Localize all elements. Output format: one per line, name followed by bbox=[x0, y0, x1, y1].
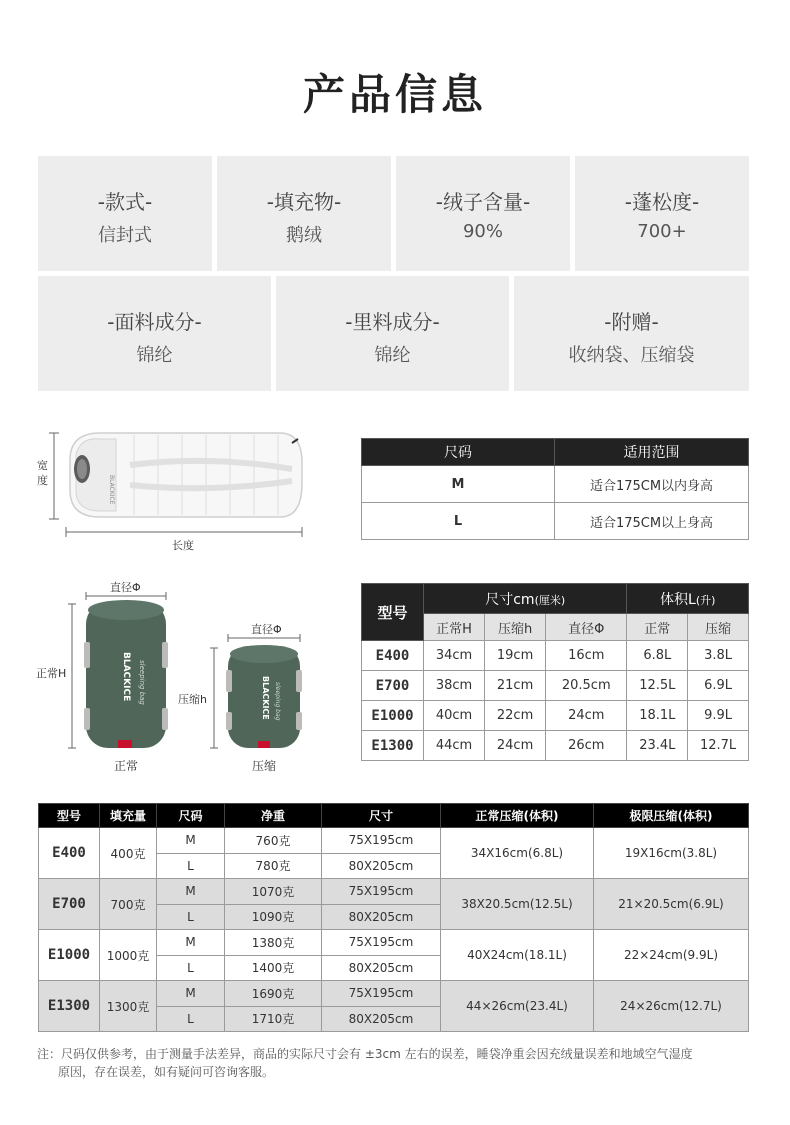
dimension-cell: 80X205cm bbox=[322, 904, 441, 930]
size-cell: L bbox=[157, 904, 225, 930]
fill-cell: 400克 bbox=[100, 828, 157, 879]
volume-header bbox=[627, 584, 749, 614]
info-value: 90% bbox=[462, 221, 503, 242]
value-cell: 16cm bbox=[546, 641, 627, 671]
range-cell: 适合175CM以内身高 bbox=[555, 466, 749, 503]
model-cell: E700 bbox=[362, 671, 424, 701]
sack-script: sleeping bag bbox=[138, 660, 146, 705]
bag-brand: BLACKICE bbox=[108, 475, 115, 505]
value-cell: 23.4L bbox=[627, 731, 688, 761]
dimension-cell: 75X195cm bbox=[322, 981, 441, 1007]
fill-cell: 1300克 bbox=[100, 981, 157, 1032]
size-header-unit: (厘米) bbox=[534, 593, 566, 607]
table-row bbox=[362, 466, 749, 503]
info-label: -面料成分- bbox=[107, 310, 202, 334]
info-value: 锦纶 bbox=[374, 345, 411, 366]
value-cell: 20.5cm bbox=[546, 671, 627, 701]
table-row bbox=[39, 981, 749, 1007]
sub-header-compressed-h: 压缩h bbox=[485, 614, 546, 641]
compressed-caption: 压缩 bbox=[252, 759, 277, 773]
length-label: 长度 bbox=[172, 539, 194, 552]
dimension-cell: 80X205cm bbox=[322, 853, 441, 879]
table-row bbox=[362, 503, 749, 540]
info-fill-power bbox=[575, 156, 749, 271]
size-cell: M bbox=[362, 466, 555, 503]
size-header bbox=[424, 584, 627, 614]
header-extreme-compression: 极限压缩(体积) bbox=[594, 804, 749, 828]
header-dimensions: 尺寸 bbox=[322, 804, 441, 828]
size-header-text: 尺寸cm bbox=[485, 591, 535, 608]
size-cell: M bbox=[157, 879, 225, 905]
value-cell: 12.7L bbox=[688, 731, 749, 761]
info-value: 收纳袋、压缩袋 bbox=[568, 345, 695, 366]
weight-cell: 1710克 bbox=[225, 1006, 322, 1032]
table-row bbox=[39, 879, 749, 905]
table-row bbox=[362, 731, 749, 761]
dimension-table bbox=[361, 583, 749, 761]
info-down-content bbox=[396, 156, 570, 271]
extreme-compression-cell: 22×24cm(9.9L) bbox=[594, 930, 749, 981]
weight-cell: 1400克 bbox=[225, 955, 322, 981]
info-value: 鹅绒 bbox=[286, 225, 322, 246]
value-cell: 26cm bbox=[546, 731, 627, 761]
weight-cell: 1070克 bbox=[225, 879, 322, 905]
weight-cell: 1090克 bbox=[225, 904, 322, 930]
info-lining-material bbox=[276, 276, 509, 391]
page-title: 产品信息 bbox=[302, 70, 487, 119]
value-cell: 12.5L bbox=[627, 671, 688, 701]
value-cell: 3.8L bbox=[688, 641, 749, 671]
info-shell-material bbox=[38, 276, 271, 391]
info-value: 信封式 bbox=[98, 225, 152, 246]
info-filling bbox=[217, 156, 391, 271]
extreme-compression-cell: 24×26cm(12.7L) bbox=[594, 981, 749, 1032]
diameter-label-normal: 直径Φ bbox=[110, 581, 141, 594]
value-cell: 6.8L bbox=[627, 641, 688, 671]
info-label: -绒子含量- bbox=[435, 190, 531, 214]
extreme-compression-cell: 19X16cm(3.8L) bbox=[594, 828, 749, 879]
diameter-label-compressed: 直径Φ bbox=[251, 623, 282, 636]
model-cell: E700 bbox=[39, 879, 100, 930]
size-cell: M bbox=[157, 930, 225, 956]
header-weight: 净重 bbox=[225, 804, 322, 828]
compressed-sack-brand: BLACKICE bbox=[261, 676, 270, 720]
value-cell: 40cm bbox=[424, 701, 485, 731]
model-cell: E1300 bbox=[39, 981, 100, 1032]
table-row bbox=[362, 701, 749, 731]
size-cell: L bbox=[157, 853, 225, 879]
value-cell: 9.9L bbox=[688, 701, 749, 731]
info-value: 锦纶 bbox=[136, 345, 173, 366]
info-value: 700+ bbox=[637, 221, 687, 242]
info-label: -填充物- bbox=[266, 190, 342, 214]
info-label: -款式- bbox=[97, 190, 153, 214]
size-cell: L bbox=[157, 1006, 225, 1032]
value-cell: 18.1L bbox=[627, 701, 688, 731]
size-cell: L bbox=[362, 503, 555, 540]
value-cell: 6.9L bbox=[688, 671, 749, 701]
table-row bbox=[39, 930, 749, 956]
table-row bbox=[39, 828, 749, 854]
value-cell: 24cm bbox=[546, 701, 627, 731]
value-cell: 44cm bbox=[424, 731, 485, 761]
dimension-cell: 75X195cm bbox=[322, 879, 441, 905]
dimension-cell: 75X195cm bbox=[322, 828, 441, 854]
weight-cell: 1380克 bbox=[225, 930, 322, 956]
footnote-line-1: 注：尺码仅供参考，由于测量手法差异，商品的实际尺寸会有 ±3cm 左右的误差，睡袋净重会因充绒量误差和地域空气湿度 bbox=[37, 1047, 693, 1061]
sub-header-compressed-volume: 压缩 bbox=[688, 614, 749, 641]
header-size: 尺码 bbox=[157, 804, 225, 828]
info-label: -蓬松度- bbox=[624, 190, 700, 214]
value-cell: 22cm bbox=[485, 701, 546, 731]
model-cell: E1000 bbox=[362, 701, 424, 731]
sub-header-normal-h: 正常H bbox=[424, 614, 485, 641]
size-cell: M bbox=[157, 981, 225, 1007]
footnote bbox=[37, 1045, 757, 1081]
stuff-sack-illustration bbox=[60, 590, 320, 760]
value-cell: 38cm bbox=[424, 671, 485, 701]
weight-cell: 780克 bbox=[225, 853, 322, 879]
volume-header-text: 体积L bbox=[660, 591, 696, 608]
info-label: -附赠- bbox=[604, 310, 659, 334]
value-cell: 24cm bbox=[485, 731, 546, 761]
normal-compression-cell: 44×26cm(23.4L) bbox=[441, 981, 594, 1032]
dimension-cell: 80X205cm bbox=[322, 955, 441, 981]
normal-compression-cell: 34X16cm(6.8L) bbox=[441, 828, 594, 879]
fill-cell: 700克 bbox=[100, 879, 157, 930]
volume-header-unit: (升) bbox=[695, 593, 716, 607]
size-header: 尺码 bbox=[362, 439, 555, 466]
normal-compression-cell: 40X24cm(18.1L) bbox=[441, 930, 594, 981]
model-cell: E1300 bbox=[362, 731, 424, 761]
dimension-cell: 80X205cm bbox=[322, 1006, 441, 1032]
table-row bbox=[362, 671, 749, 701]
extreme-compression-cell: 21×20.5cm(6.9L) bbox=[594, 879, 749, 930]
normal-compression-cell: 38X20.5cm(12.5L) bbox=[441, 879, 594, 930]
size-cell: M bbox=[157, 828, 225, 854]
value-cell: 19cm bbox=[485, 641, 546, 671]
header-model: 型号 bbox=[39, 804, 100, 828]
size-table bbox=[361, 438, 749, 540]
model-cell: E400 bbox=[39, 828, 100, 879]
model-header: 型号 bbox=[362, 584, 424, 641]
width-label: 宽 度 bbox=[37, 459, 48, 487]
sub-header-normal-volume: 正常 bbox=[627, 614, 688, 641]
value-cell: 21cm bbox=[485, 671, 546, 701]
footnote-line-2: 原因，存在误差，如有疑问可咨询客服。 bbox=[58, 1065, 275, 1079]
fill-cell: 1000克 bbox=[100, 930, 157, 981]
info-style bbox=[38, 156, 212, 271]
info-accessories bbox=[514, 276, 749, 391]
dimension-cell: 75X195cm bbox=[322, 930, 441, 956]
spec-table bbox=[38, 803, 749, 1032]
sub-header-diameter: 直径Φ bbox=[546, 614, 627, 641]
info-label: -里料成分- bbox=[345, 310, 440, 334]
model-cell: E400 bbox=[362, 641, 424, 671]
compressed-sack-script: sleeping bag bbox=[274, 682, 281, 721]
normal-height-label: 正常H bbox=[36, 667, 67, 680]
compressed-height-label: 压缩h bbox=[178, 693, 207, 706]
table-row bbox=[362, 641, 749, 671]
header-normal-compression: 正常压缩(体积) bbox=[441, 804, 594, 828]
range-cell: 适合175CM以上身高 bbox=[555, 503, 749, 540]
normal-caption: 正常 bbox=[114, 759, 139, 773]
sack-brand: BLACKICE bbox=[121, 652, 131, 702]
weight-cell: 760克 bbox=[225, 828, 322, 854]
sleeping-bag-illustration bbox=[30, 425, 320, 555]
size-cell: L bbox=[157, 955, 225, 981]
weight-cell: 1690克 bbox=[225, 981, 322, 1007]
model-cell: E1000 bbox=[39, 930, 100, 981]
value-cell: 34cm bbox=[424, 641, 485, 671]
header-fill: 填充量 bbox=[100, 804, 157, 828]
range-header: 适用范围 bbox=[555, 439, 749, 466]
